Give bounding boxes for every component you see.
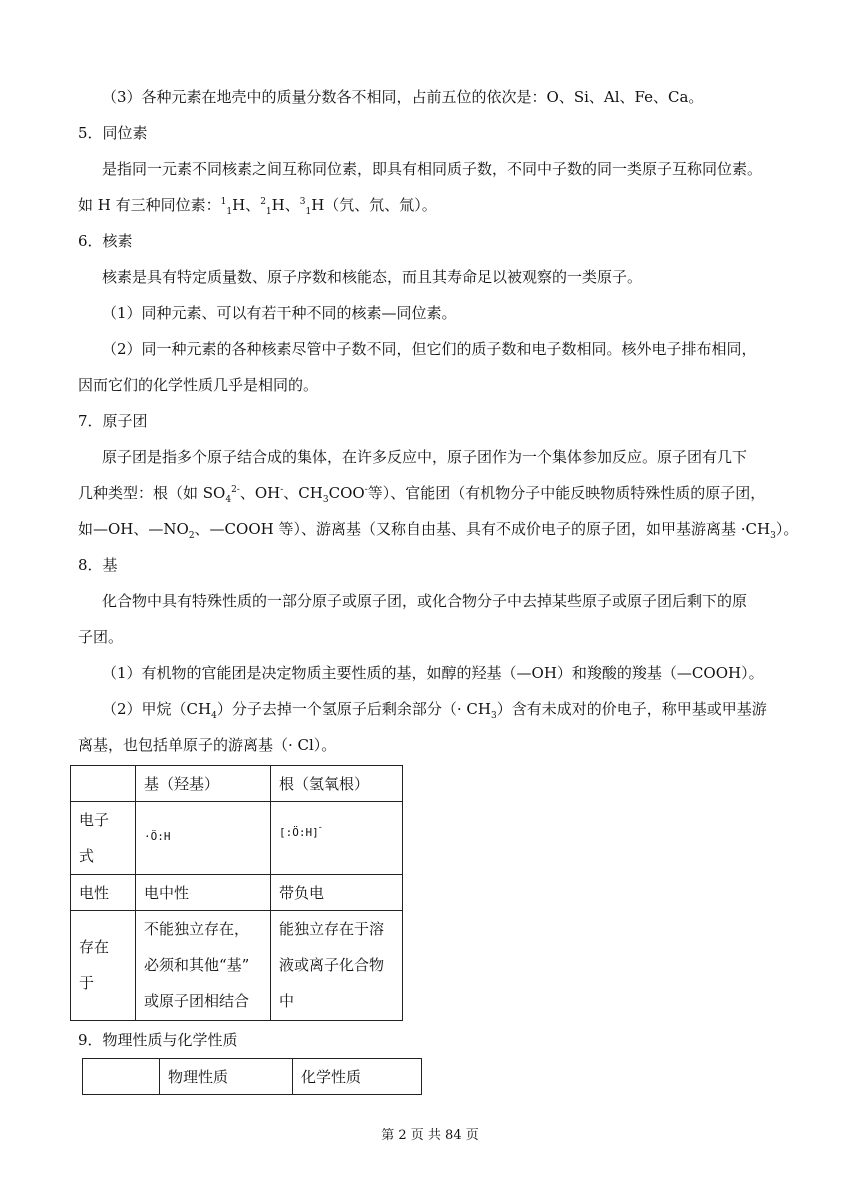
table-row [71,911,403,1021]
paragraph-atomic-group-definition: 原子团是指多个原子结合成的集体，在许多反应中，原子团作为一个集体参加反应。原子团有几下 [102,448,748,466]
paragraph-atomic-group-types: 几种类型：根（如 $SO_4^{2-}$、OH-、$CH_3COO^-$等）、官能团（有机物分子中能反映物质特殊性质的原子团， [78,484,766,505]
table-cell: 电中性 [136,875,271,911]
paragraph-radical-point-1: （1）有机物的官能团是决定物质主要性质的基，如醇的羟基（—OH）和羧酸的羧基（—COOH）。 [102,664,764,682]
properties-table [82,1058,422,1095]
paragraph-isotope-definition: 是指同一元素不同核素之间互称同位素，即具有相同质子数，不同中子数的同一类原子互称同位素。 [102,160,763,178]
table-header-cell: 根（氢氧根） [271,766,403,802]
table-row [71,875,403,911]
hydroxide-charge: - [318,823,322,833]
table-header-row [71,766,403,802]
paragraph-nuclide-point-1: （1）同种元素、可以有若干种不同的核素—同位素。 [102,304,457,322]
paragraph-radical-point-2-cont: 离基，也包括单原子的游离基（· Cl）。 [78,736,337,754]
table-header-cell: 基（羟基） [136,766,271,802]
heading-nuclide: 6．核素 [78,232,133,250]
table-cell [136,802,271,875]
table-cell: 不能独立存在， 必须和其他“基” 或原子团相结合 [136,911,271,1021]
heading-atomic-group: 7．原子团 [78,412,148,430]
heading-radical: 8．基 [78,556,118,574]
table-cell: 能独立存在于溶 液或离子化合物 中 [271,911,403,1021]
table-cell-label: 电性 [71,875,136,911]
page-footer: 第 2 页 共 84 页 [381,1128,479,1143]
paragraph-radical-definition: 化合物中具有特殊性质的一部分原子或原子团，或化合物分子中去掉某些原子或原子团后剩下的原 [102,592,748,610]
paragraph-nuclide-point-2: （2）同一种元素的各种核素尽管中子数不同，但它们的质子数和电子数相同。核外电子排布相同， [102,340,757,358]
table-row [71,802,403,875]
table-cell [271,802,403,875]
table-cell: 带负电 [271,875,403,911]
table-cell-label: 电子 式 [71,802,136,875]
paragraph-nuclide-definition: 核素是具有特定质量数、原子序数和核能态，而且其寿命足以被观察的一类原子。 [102,268,643,286]
table-header-cell: 化学性质 [293,1059,422,1095]
paragraph-crust-elements: （3）各种元素在地壳中的质量分数各不相同，占前五位的依次是：O、Si、Al、Fe、Ca。 [102,88,704,106]
table-cell-label: 存在 于 [71,911,136,1021]
paragraph-radical-definition-cont: 子团。 [78,628,124,646]
hydroxide-electron-formula: [:Ö:H] [279,826,319,839]
table-header-row [83,1059,422,1095]
heading-physical-chemical-properties: 9．物理性质与化学性质 [78,1031,238,1049]
paragraph-radical-point-2: （2）甲烷$(CH_4)$分子去掉一个氢原子后剩余部分（· $CH_3$）含有未成对的价电子，称甲基或甲基游 [102,700,767,721]
hydroxyl-electron-formula: ·Ö:H [144,830,171,843]
table-header-cell [83,1059,160,1095]
table-header-cell [71,766,136,802]
radical-vs-ion-table [70,765,403,1021]
heading-isotope: 5．同位素 [78,124,148,142]
table-header-cell: 物理性质 [160,1059,293,1095]
paragraph-nuclide-point-2-cont: 因而它们的化学性质几乎是相同的。 [78,376,319,394]
paragraph-atomic-group-types-cont: 如—OH、$—NO_2$、—COOH 等）、游离基（又称自由基、具有不成价电子的原子团，如甲基游离基 $\cdot CH_3$）。 [78,520,799,541]
paragraph-hydrogen-isotopes: 如 H 有三种同位素：$^1_1$H、$^2_1$H、$^3_1$H（氕、氘、氚）。 [78,196,437,217]
